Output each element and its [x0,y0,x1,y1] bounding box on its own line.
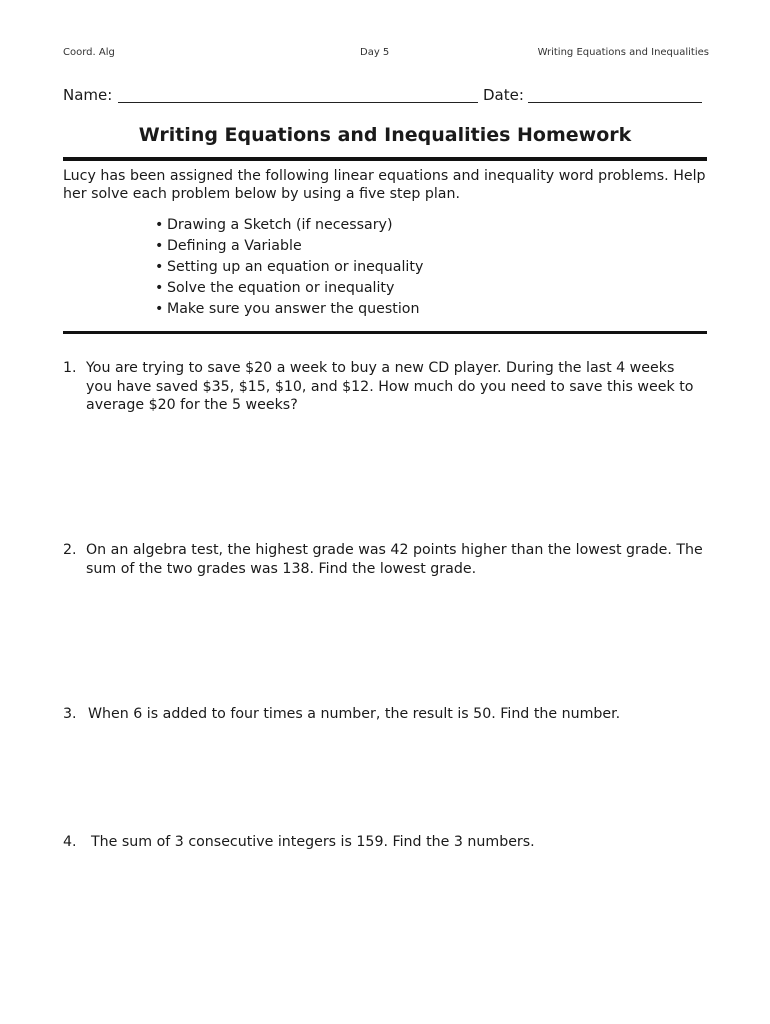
name-blank-line[interactable] [118,102,478,103]
problem-number: 2. [63,542,77,558]
problem-text: The sum of 3 consecutive integers is 159. Find the 3 numbers. [91,834,535,850]
problem-text: When 6 is added to four times a number, the result is 50. Find the number. [88,706,621,722]
name-label: Name: [63,86,113,104]
list-item: • Drawing a Sketch (if necessary) [155,215,423,236]
page-title: Writing Equations and Inequalities Homework [138,124,632,146]
problem-number: 1. [63,360,77,376]
page-header [63,47,709,61]
list-item: • Make sure you answer the question [155,299,423,320]
course-label: Coord. Alg [63,47,115,58]
date-label: Date: [483,86,524,104]
top-divider [63,157,707,161]
problem-number: 3. [63,706,77,722]
list-item: • Solve the equation or inequality [155,278,423,299]
topic-label: Writing Equations and Inequalities [537,47,709,58]
problem-number: 4. [63,834,77,850]
day-label: Day 5 [360,47,390,58]
list-item: • Setting up an equation or inequality [155,257,423,278]
intro-paragraph: Lucy has been assigned the following linear equations and inequality word problems. Help her solve each problem below by using a five step plan. [63,168,706,202]
bottom-divider [63,331,707,334]
step-list [155,215,423,320]
problem-text: You are trying to save $20 a week to buy a new CD player. During the last 4 weeks you have saved $35, $15, $10, and $12. How much do you need to save this week to average $20 for the 5 weeks? [86,360,694,413]
problem-text: On an algebra test, the highest grade was 42 points higher than the lowest grade. The sum of the two grades was 138. Find the lowest grade. [86,542,703,577]
name-date-row [63,86,709,106]
date-blank-line[interactable] [528,102,702,103]
list-item: • Defining a Variable [155,236,423,257]
